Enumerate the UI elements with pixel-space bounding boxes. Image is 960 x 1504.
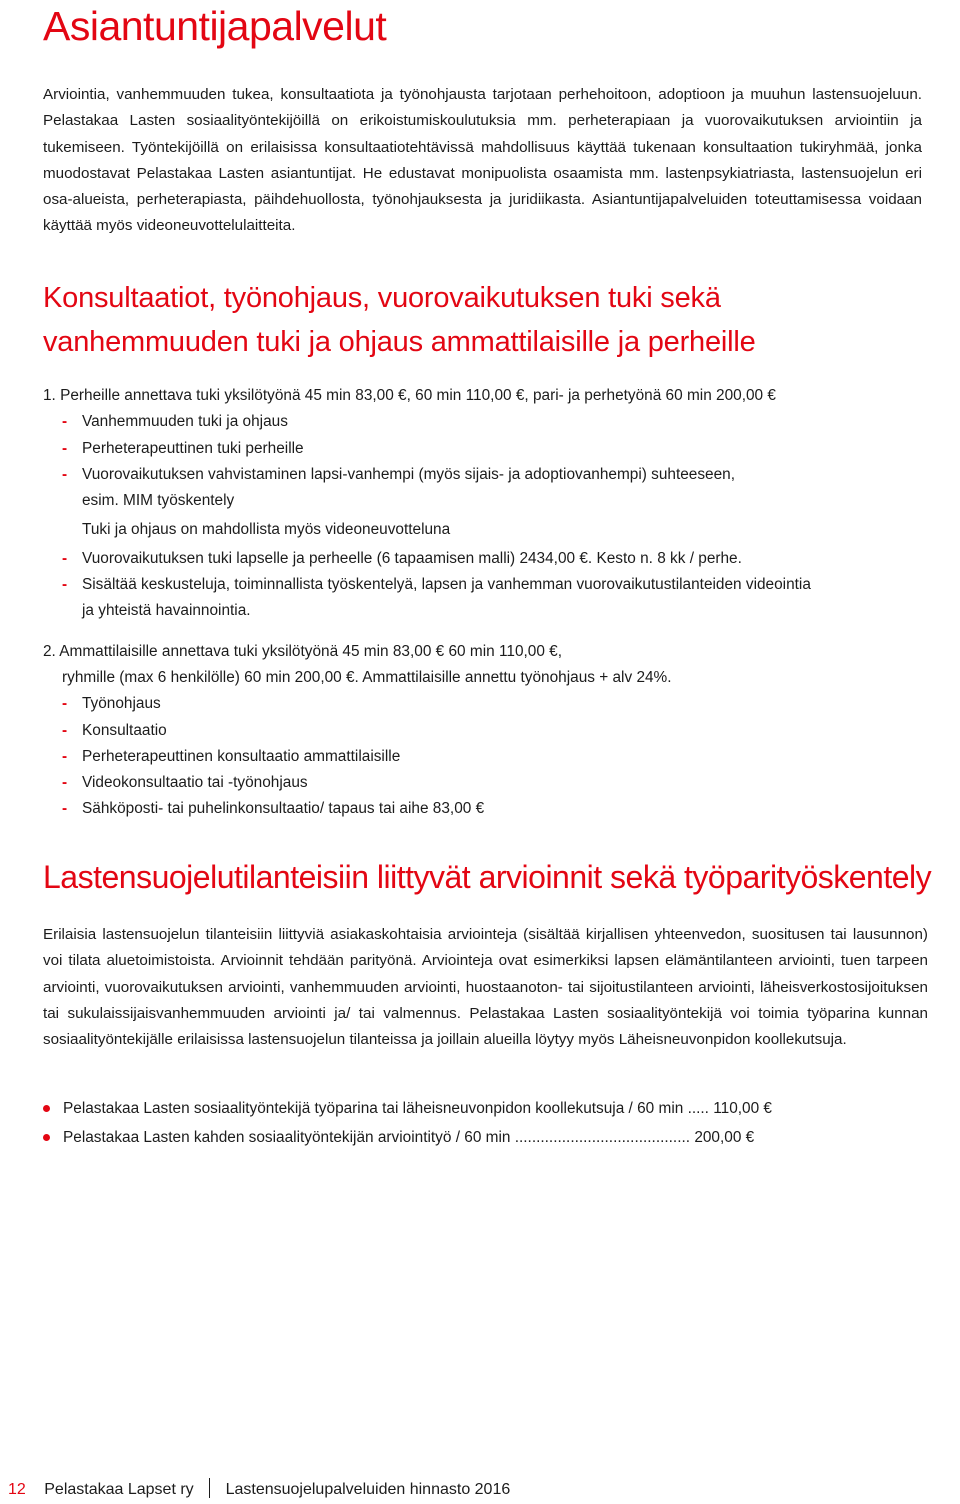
bullet-dot-icon — [43, 1134, 50, 1141]
intro-paragraph: Arviointia, vanhemmuuden tukea, konsultaatiota ja työnohjausta tarjotaan perhehoitoon, adoptioon ja muuhun lastensuojeluun. Pelastakaa Lasten sosiaalityöntekijöillä on erikoistumiskoulutuksia mm. perheterapiaan ja vuorovaikutuksen arviointiin ja tukemiseen. Työntekijöillä on erilaisissa konsultaatiotehtävissä mahdollisuus käyttää tukenaan konsultaation tukiryhmää, jonka muodostavat Pelastakaa Lasten asiantuntijat. He edustavat monipuolista osaamista mm. lastenpsykiatriasta, lastensuojelun eri osa-alueista, perheterapiasta, päihdehuollosta, työnohjauksesta ja juridiikasta. Asiantuntijapalveluiden toteuttamisessa voidaan käyttää myös videoneuvottelulaitteita. — [43, 86, 922, 235]
footer-divider — [209, 1478, 210, 1498]
section1-heading-line2: vanhemmuuden tuki ja ohjaus ammattilaisille ja perheille — [43, 326, 756, 358]
dash-marker: - — [62, 439, 68, 457]
list-subitem: - Sähköposti- tai puhelinkonsultaatio/ tapaus tai aihe 83,00 € — [43, 796, 923, 822]
list-subitem: - Konsultaatio — [43, 718, 923, 744]
section1-heading — [43, 276, 756, 364]
list-subitem: - Vuorovaikutuksen vahvistaminen lapsi-vanhempi (myös sijais- ja adoptiovanhempi) suhteeseen, — [43, 462, 923, 488]
list-subitem: - Perheterapeuttinen tuki perheille — [43, 436, 923, 462]
section2-paragraph: Erilaisia lastensuojelun tilanteisiin liittyviä asiakaskohtaisia arviointeja (sisältää kirjallisen yhteenvedon, suositusen tai lausunnon) voi tilata aluetoimistoista. Arvioinnit tehdään parityönä. Arviointeja ovat esimerkiksi lapsen elämäntilanteen arviointi, tuen tarpeen arviointi, vuorovaikutuksen arviointi, vanhemmuuden arviointi, huostaanoton- tai sijoitustilanteen arviointi, läheisverkostosijoituksen tai sukulaissijaisvanhemmuuden arviointi ja/ tai valmennus. Pelastakaa Lasten sosiaalityöntekijä voi toimia työparina kunnan sosiaalityöntekijälle erilaisissa lastensuojelun tilanteissa ja joillain alueilla löytyy myös Läheisneuvonpidon koollekutsuja. — [43, 926, 928, 1049]
dash-marker: - — [62, 465, 68, 483]
list-item-2: 2. Ammattilaisille annettava tuki yksilötyönä 45 min 83,00 € 60 min 110,00 €, — [43, 642, 563, 660]
list-note: Tuki ja ohjaus on mahdollista myös videoneuvotteluna — [82, 521, 451, 539]
dash-marker: - — [62, 549, 68, 567]
list-subitem: - Perheterapeuttinen konsultaatio ammattilaisille — [43, 744, 923, 770]
dash-marker: - — [62, 747, 68, 765]
bullet-item: Pelastakaa Lasten kahden sosiaalityöntekijän arviointityö / 60 min ......................................... 200,00 € — [43, 1123, 772, 1152]
dash-marker: - — [62, 576, 68, 594]
list-item-1: 1. Perheille annettava tuki yksilötyönä 45 min 83,00 €, 60 min 110,00 €, pari- ja perhetyönä 60 min 200,00 € — [43, 387, 776, 404]
dash-marker: - — [62, 695, 68, 713]
footer-publication: Lastensuojelupalveluiden hinnasto 2016 — [225, 1481, 511, 1498]
list-subitem: - Työnohjaus — [43, 691, 923, 717]
dash-marker: - — [62, 413, 68, 431]
dash-marker: - — [62, 774, 68, 792]
list-subitem: - Vanhemmuuden tuki ja ohjaus — [43, 409, 923, 435]
list-subitem: - Sisältää keskusteluja, toiminnallista työskentelyä, lapsen ja vanhemman vuorovaikutustilanteiden videointia — [43, 572, 923, 598]
page-title: Asiantuntijapalvelut — [43, 3, 387, 49]
section2-heading: Lastensuojelutilanteisiin liittyvät arvioinnit sekä työparityöskentely — [43, 859, 932, 895]
list-subitem: - Vuorovaikutuksen tuki lapselle ja perheelle (6 tapaamisen malli) 2434,00 €. Kesto n. 8 kk / perhe. — [43, 546, 923, 572]
list-subitem-continuation: esim. MIM työskentely — [82, 492, 235, 510]
bullet-dot-icon — [43, 1105, 50, 1112]
dash-marker: - — [62, 721, 68, 739]
bullet-item: Pelastakaa Lasten sosiaalityöntekijä työparina tai läheisneuvonpidon koollekutsuja / 60 min ..... 110,00 € — [43, 1094, 772, 1123]
section1-heading-line1: Konsultaatiot, työnohjaus, vuorovaikutuksen tuki sekä — [43, 282, 721, 314]
section2-bullet-list — [43, 1094, 772, 1152]
page-number: 12 — [8, 1481, 26, 1498]
page-footer — [8, 1478, 510, 1502]
footer-org: Pelastakaa Lapset ry — [44, 1481, 194, 1498]
section1-list — [43, 383, 923, 823]
list-item-2-continuation: ryhmille (max 6 henkilölle) 60 min 200,00 €. Ammattilaisille annettu työnohjaus + alv 24%. — [62, 668, 672, 686]
list-subitem-continuation: ja yhteistä havainnointia. — [82, 602, 251, 620]
list-subitem: - Videokonsultaatio tai -työnohjaus — [43, 770, 923, 796]
dash-marker: - — [62, 800, 68, 818]
